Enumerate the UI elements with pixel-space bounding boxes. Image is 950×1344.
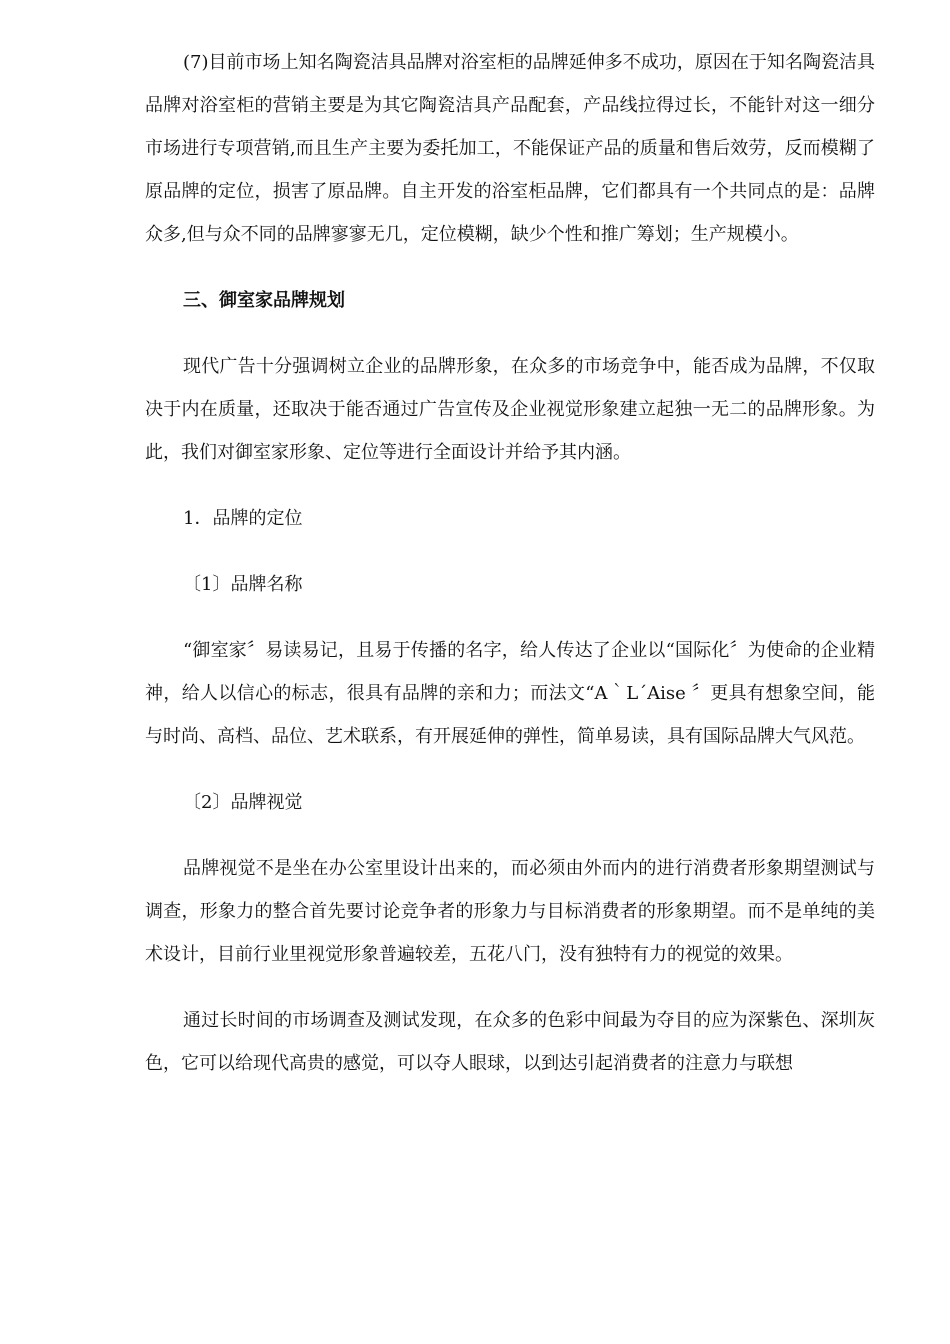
item-brand-visual-title: 〔2〕品牌视觉 [183,792,303,813]
item-brand-name-body: “御室家〞易读易记，且易于传播的名字，给人传达了企业以“国际化〞为使命的企业精神，给人以信心的标志，很具有品牌的亲和力；而法文“A｀L´Aise 〞更具有想象空间，能与时尚、高档、品位、艺术联系，有开展延伸的弹性，简单易读，具有国际品牌大气风范。 [145,640,875,747]
item-brand-name-title: 〔1〕品牌名称 [183,574,303,595]
section-heading: 三、御室家品牌规划 [183,290,345,311]
item-brand-visual-body-2: 通过长时间的市场调查及测试发现，在众多的色彩中间最为夺目的应为深紫色、深圳灰色，它可以给现代高贵的感觉，可以夺人眼球，以到达引起消费者的注意力与联想 [145,1010,875,1074]
item-brand-visual-body-1: 品牌视觉不是坐在办公室里设计出来的，而必须由外而内的进行消费者形象期望测试与调查，形象力的整合首先要讨论竞争者的形象力与目标消费者的形象期望。而不是单纯的美术设计，目前行业里视觉形象普遍较差，五花八门，没有独特有力的视觉的效果。 [145,858,875,965]
document-page [145,41,875,1108]
subheading-brand-positioning: 1．品牌的定位 [183,508,303,529]
paragraph-7: (7)目前市场上知名陶瓷洁具品牌对浴室柜的品牌延伸多不成功，原因在于知名陶瓷洁具品牌对浴室柜的营销主要是为其它陶瓷洁具产品配套，产品线拉得过长，不能针对这一细分市场进行专项营销,而且生产主要为委托加工，不能保证产品的质量和售后效劳，反而模糊了原品牌的定位，损害了原品牌。自主开发的浴室柜品牌，它们都具有一个共同点的是：品牌众多,但与众不同的品牌寥寥无几，定位模糊，缺少个性和推广筹划；生产规模小。 [145,52,875,245]
section-intro-paragraph: 现代广告十分强调树立企业的品牌形象，在众多的市场竞争中，能否成为品牌，不仅取决于内在质量，还取决于能否通过广告宣传及企业视觉形象建立起独一无二的品牌形象。为此，我们对御室家形象、定位等进行全面设计并给予其内涵。 [145,356,875,463]
